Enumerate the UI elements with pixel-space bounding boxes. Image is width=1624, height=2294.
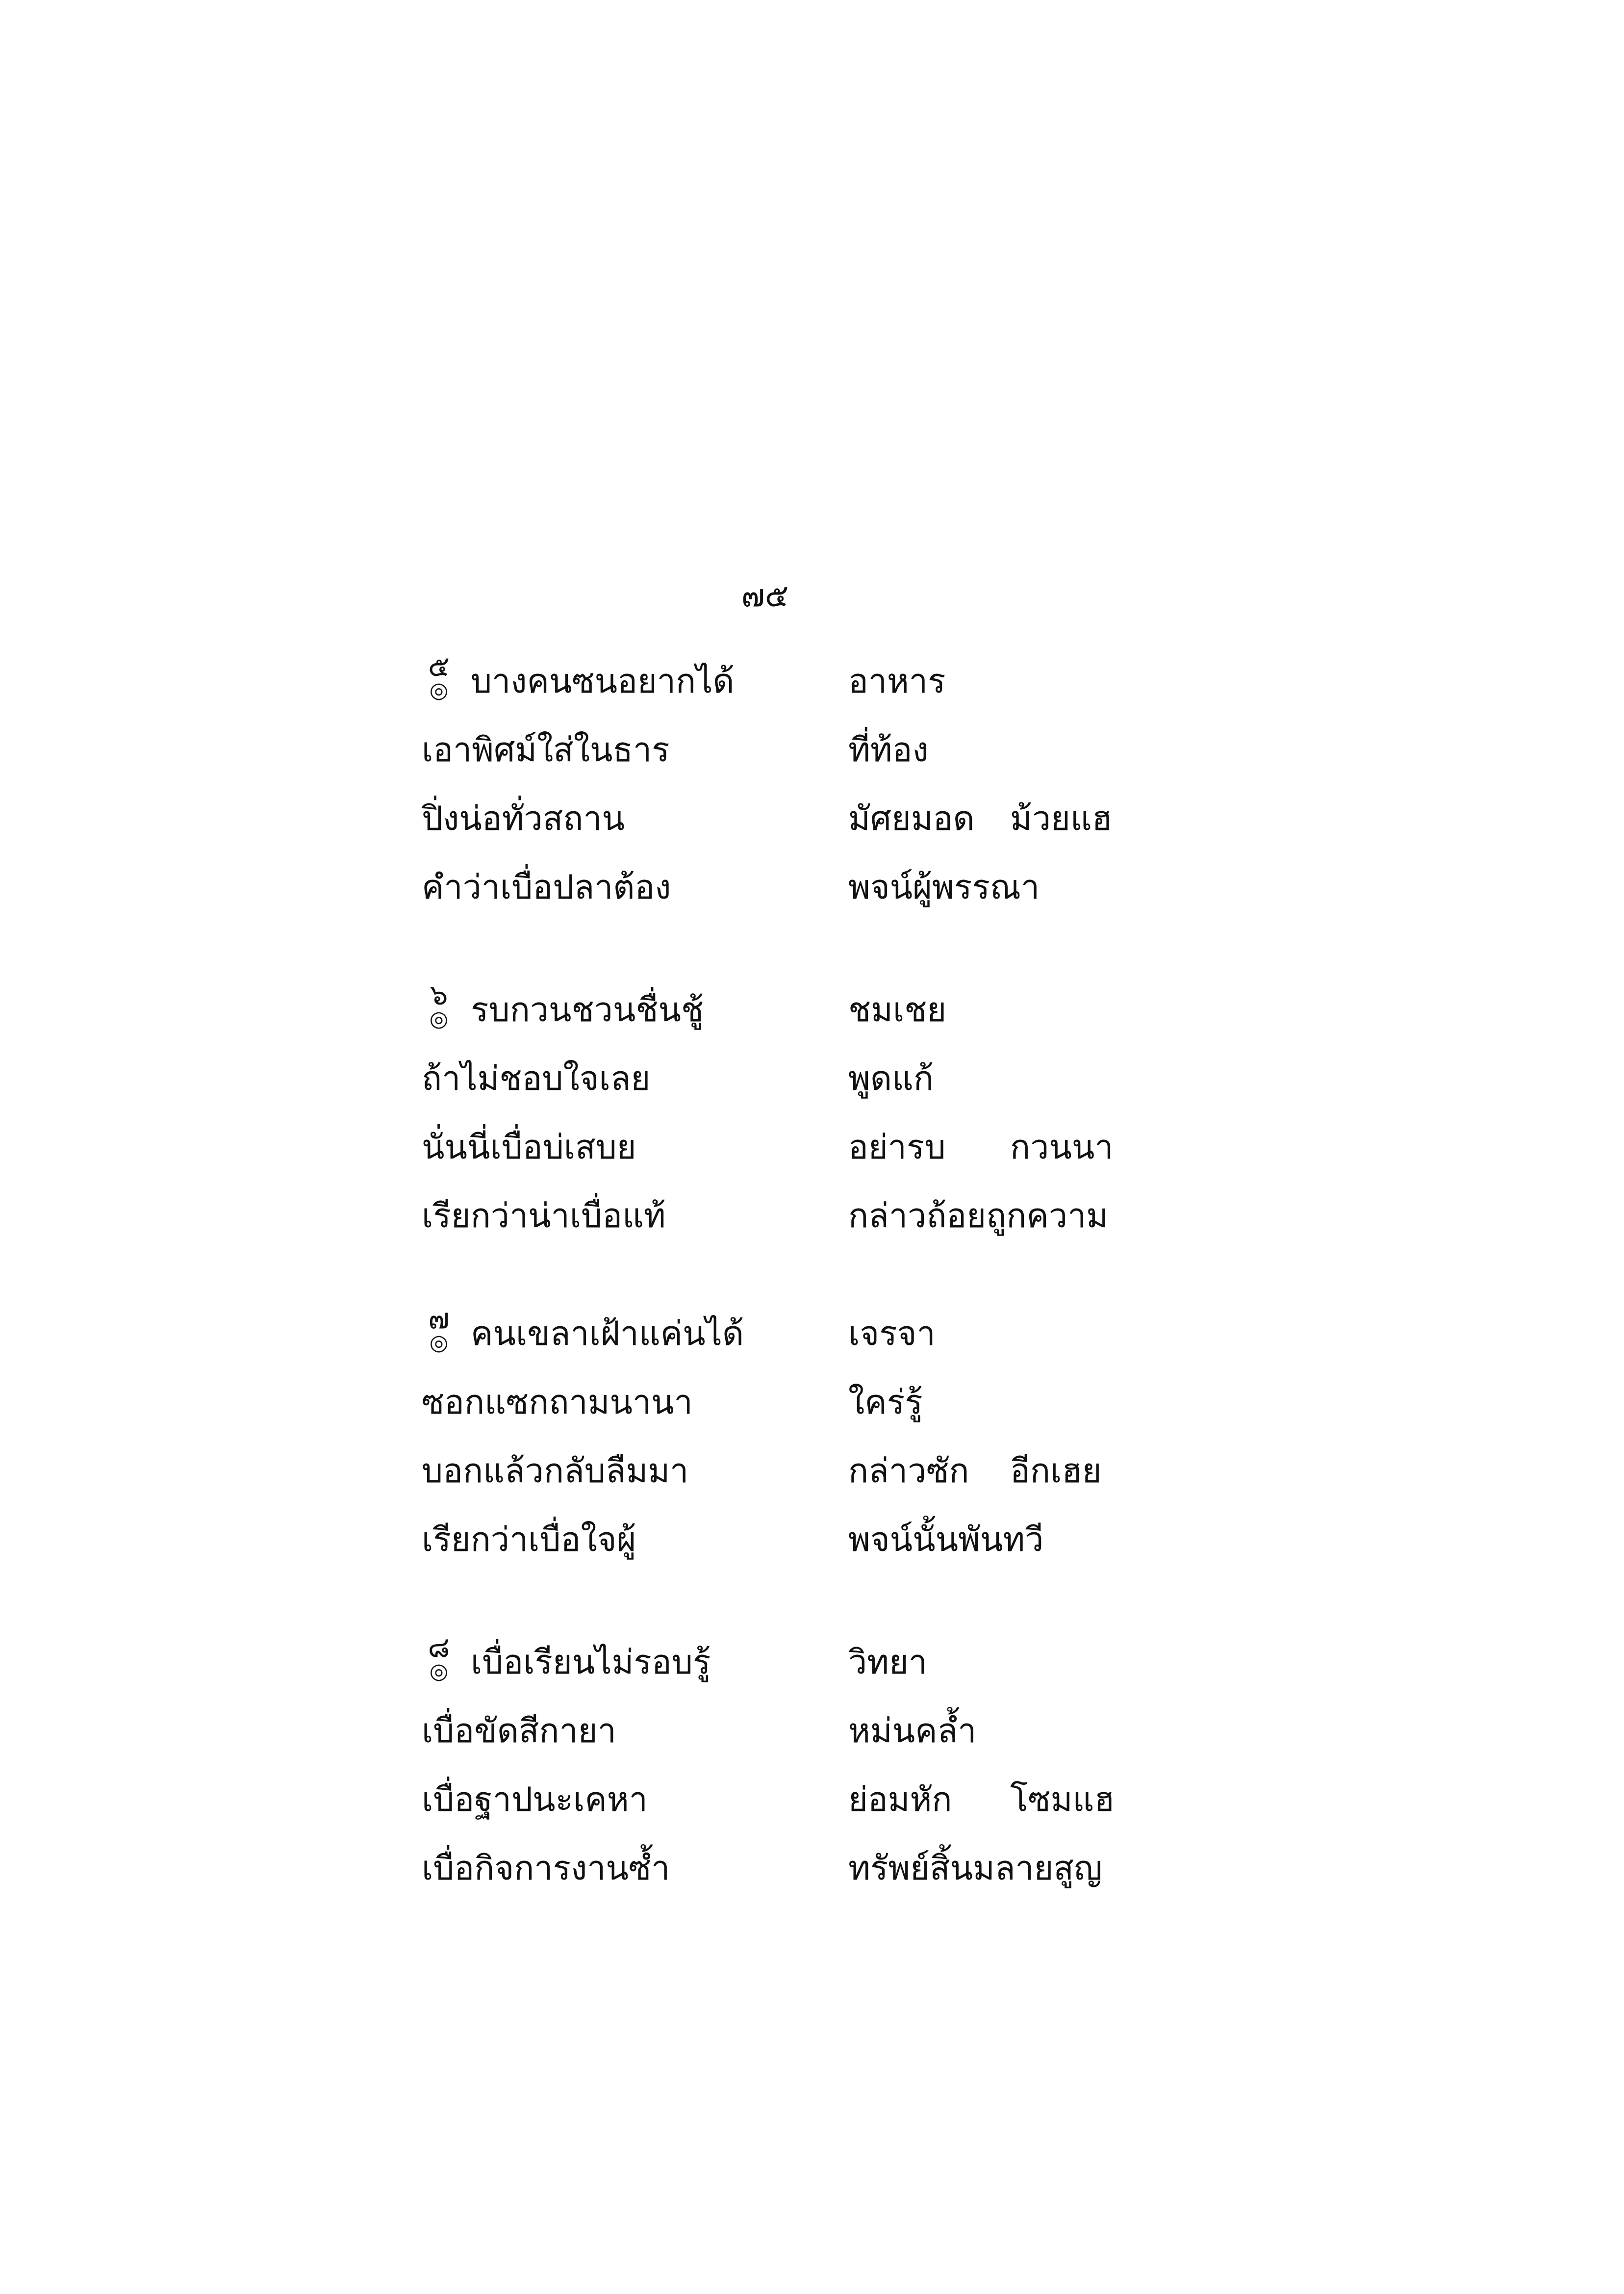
verse-line	[422, 647, 1157, 716]
verse-line	[422, 1368, 1157, 1437]
verse-right: พจน์ผู้พรรณา	[848, 868, 1040, 907]
verse-line	[422, 1182, 1157, 1251]
stanza	[422, 976, 1157, 1251]
verse-right: ย่อมหัก	[848, 1780, 952, 1819]
verse-right-extra: ม้วยแฮ	[1010, 799, 1113, 838]
verse-line	[422, 976, 1157, 1045]
stanza	[422, 1300, 1157, 1574]
verse-right: ชมเชย	[848, 991, 947, 1030]
stanza-number: ๘ ◎	[428, 1630, 450, 1684]
stanza-number: ๗ ◎	[428, 1302, 450, 1355]
verse-left: เบื่อขัดสีกายา	[422, 1712, 616, 1751]
verse-left: เบื่อเรียนไม่รอบรู้	[471, 1643, 711, 1682]
verse-line	[422, 1113, 1157, 1182]
verse-right: กล่าวซัก	[848, 1452, 969, 1491]
verse-right: ที่ท้อง	[848, 731, 929, 770]
verse-right: ใคร่รู้	[848, 1383, 923, 1422]
stanza-number: ๕ ◎	[428, 649, 450, 703]
verse-right-extra: กวนนา	[1010, 1128, 1114, 1167]
verse-left: เอาพิศม์ใส่ในธาร	[422, 731, 670, 770]
verse-line	[422, 785, 1157, 853]
verse-line	[422, 1628, 1157, 1697]
verse-right: วิทยา	[848, 1643, 928, 1682]
verse-right: หม่นคล้ำ	[848, 1712, 977, 1751]
verse-left: ซอกแซกถามนานา	[422, 1383, 693, 1422]
verse-right: พูดแก้	[848, 1059, 934, 1098]
verse-right: ทรัพย์สิ้นมลายสูญ	[848, 1849, 1102, 1888]
verse-left: ถ้าไม่ชอบใจเลย	[422, 1059, 651, 1098]
verse-right: อย่ารบ	[848, 1128, 946, 1167]
verse-left: เบื่อฐาปนะเคหา	[422, 1780, 648, 1819]
verse-right-extra: อีกเฮย	[1010, 1452, 1102, 1491]
verse-left: เรียกว่าเบื่อใจผู้	[422, 1521, 636, 1559]
verse-line	[422, 1834, 1157, 1903]
verse-line	[422, 716, 1157, 785]
verse-right-extra: โซมแฮ	[1010, 1780, 1115, 1819]
verse-left: บางคนซนอยากได้	[471, 662, 735, 701]
verse-left: คนเขลาเฝ้าแค่นได้	[471, 1315, 744, 1353]
stanza	[422, 647, 1157, 922]
verse-left: เรียกว่าน่าเบื่อแท้	[422, 1197, 666, 1236]
verse-line	[422, 1300, 1157, 1368]
verse-left: รบกวนชวนชื่นชู้	[471, 991, 704, 1030]
verse-right: พจน์นั้นพันทวี	[848, 1521, 1044, 1559]
verse-left: ปิ่งน่อทั่วสถาน	[422, 799, 625, 838]
verse-line	[422, 1506, 1157, 1574]
verse-line	[422, 1697, 1157, 1766]
verse-right: มัศยมอด	[848, 799, 975, 838]
stanza-number: ๖ ◎	[429, 978, 449, 1031]
verse-left: คำว่าเบื่อปลาต้อง	[422, 868, 671, 907]
verse-right: กล่าวถ้อยถูกความ	[848, 1197, 1109, 1236]
verse-line	[422, 1045, 1157, 1113]
verse-right: อาหาร	[848, 662, 946, 701]
stanza	[422, 1628, 1157, 1903]
page-number: ๗๕	[741, 578, 789, 614]
verse-left: นั่นนี่เบื่อบ่เสบย	[422, 1128, 636, 1167]
verse-line	[422, 1766, 1157, 1834]
verse-line	[422, 853, 1157, 922]
verse-left: เบื่อกิจการงานซ้ำ	[422, 1849, 670, 1888]
verse-line	[422, 1437, 1157, 1506]
verse-left: บอกแล้วกลับลืมมา	[422, 1452, 689, 1491]
verse-right: เจรจา	[848, 1315, 936, 1353]
